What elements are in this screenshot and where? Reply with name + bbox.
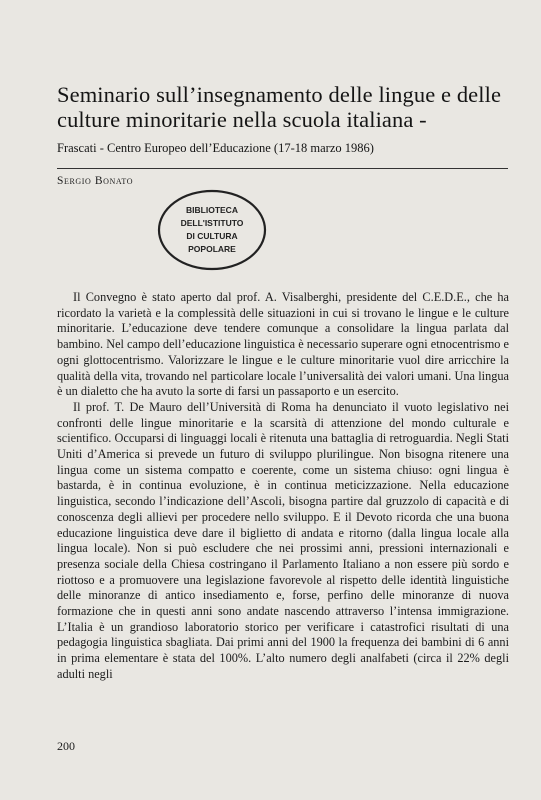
article-subtitle: Frascati - Centro Europeo dell’Educazione (17-18 marzo 1986): [57, 141, 374, 155]
body-paragraph: Il Convegno è stato aperto dal prof. A. Visalberghi, presidente del C.E.D.E., che ha ricordato la varietà e la complessità delle situazioni in cui si trovano le lingue e le culture minoritarie. L’educazione deve tendere comunque a consolidare la lingua parlata dal bambino. Nel campo dell’educazione linguistica è necessario superare ogni etnocentrismo e ogni glottocentrismo. Valorizzare le lingue e le culture minoritarie vuol dire arricchire la qualità della vita, trovando nel particolare locale l’universalità dei valori umani. Una lingua è un dialetto che ha avuto la sorte di farsi un passaporto e un esercito.: [57, 290, 509, 399]
title-rule: [57, 168, 508, 169]
library-stamp: [156, 188, 268, 272]
author-name: Sergio Bonato: [57, 175, 134, 187]
article-title-text: Seminario sull’insegnamento delle lingue e delle culture minoritarie nella scuola italiana -: [57, 82, 502, 132]
stamp-line-3: DI CULTURA: [186, 231, 238, 241]
stamp-line-2: DELL'ISTITUTO: [180, 218, 244, 228]
article-body: [57, 290, 509, 683]
article-title: [57, 82, 507, 161]
stamp-line-4: POPOLARE: [188, 244, 236, 254]
stamp-line-1: BIBLIOTECA: [186, 205, 238, 215]
page-number: 200: [57, 739, 75, 753]
body-paragraph: Il prof. T. De Mauro dell’Università di Roma ha denunciato il vuoto legislativo nei confronti delle lingue minoritarie e la scarsità di attenzione del mondo culturale e scientifico. Occuparsi di linguaggi locali è ritenuta una battaglia di retroguardia. Negli Stati Uniti d’America si prevede un futuro di sviluppo plurilingue. Non bisogna ritenere una lingua come un sistema compatto e coerente, come un sistema chiuso: ogni lingua è bastarda, è in continua evoluzione, è in continua meticizzazione. Nella educazione linguistica, secondo l’indicazione dell’Ascoli, bisogna partire dal gruzzolo di capacità e di conoscenza degli allievi per procedere nello sviluppo. E il Devoto ricorda che una buona educazione linguistica deve dare il biglietto di andata e ritorno (dalla lingua locale alla lingua locale). Non si può escludere che nei prossimi anni, pressioni internazionali e presenza sociale della Chiesa costringano il Parlamento Italiano a non essere più sordo e riottoso e a promuovere una legislazione favorevole al rispetto delle identità linguistiche delle minoranze di antico insediamento e, forse, perfino delle minoranze di nuova formazione che in questi anni sono andate nascendo attraverso l’intensa immigrazione. L’Italia è un grandioso laboratorio storico per verificare i catastrofici risultati di una pedagogia linguistica sbagliata. Dai primi anni del 1900 la frequenza dei bambini di 6 anni in prima elementare è stata del 100%. L’alto numero degli analfabeti (circa il 22% degli adulti negli: [57, 399, 509, 681]
